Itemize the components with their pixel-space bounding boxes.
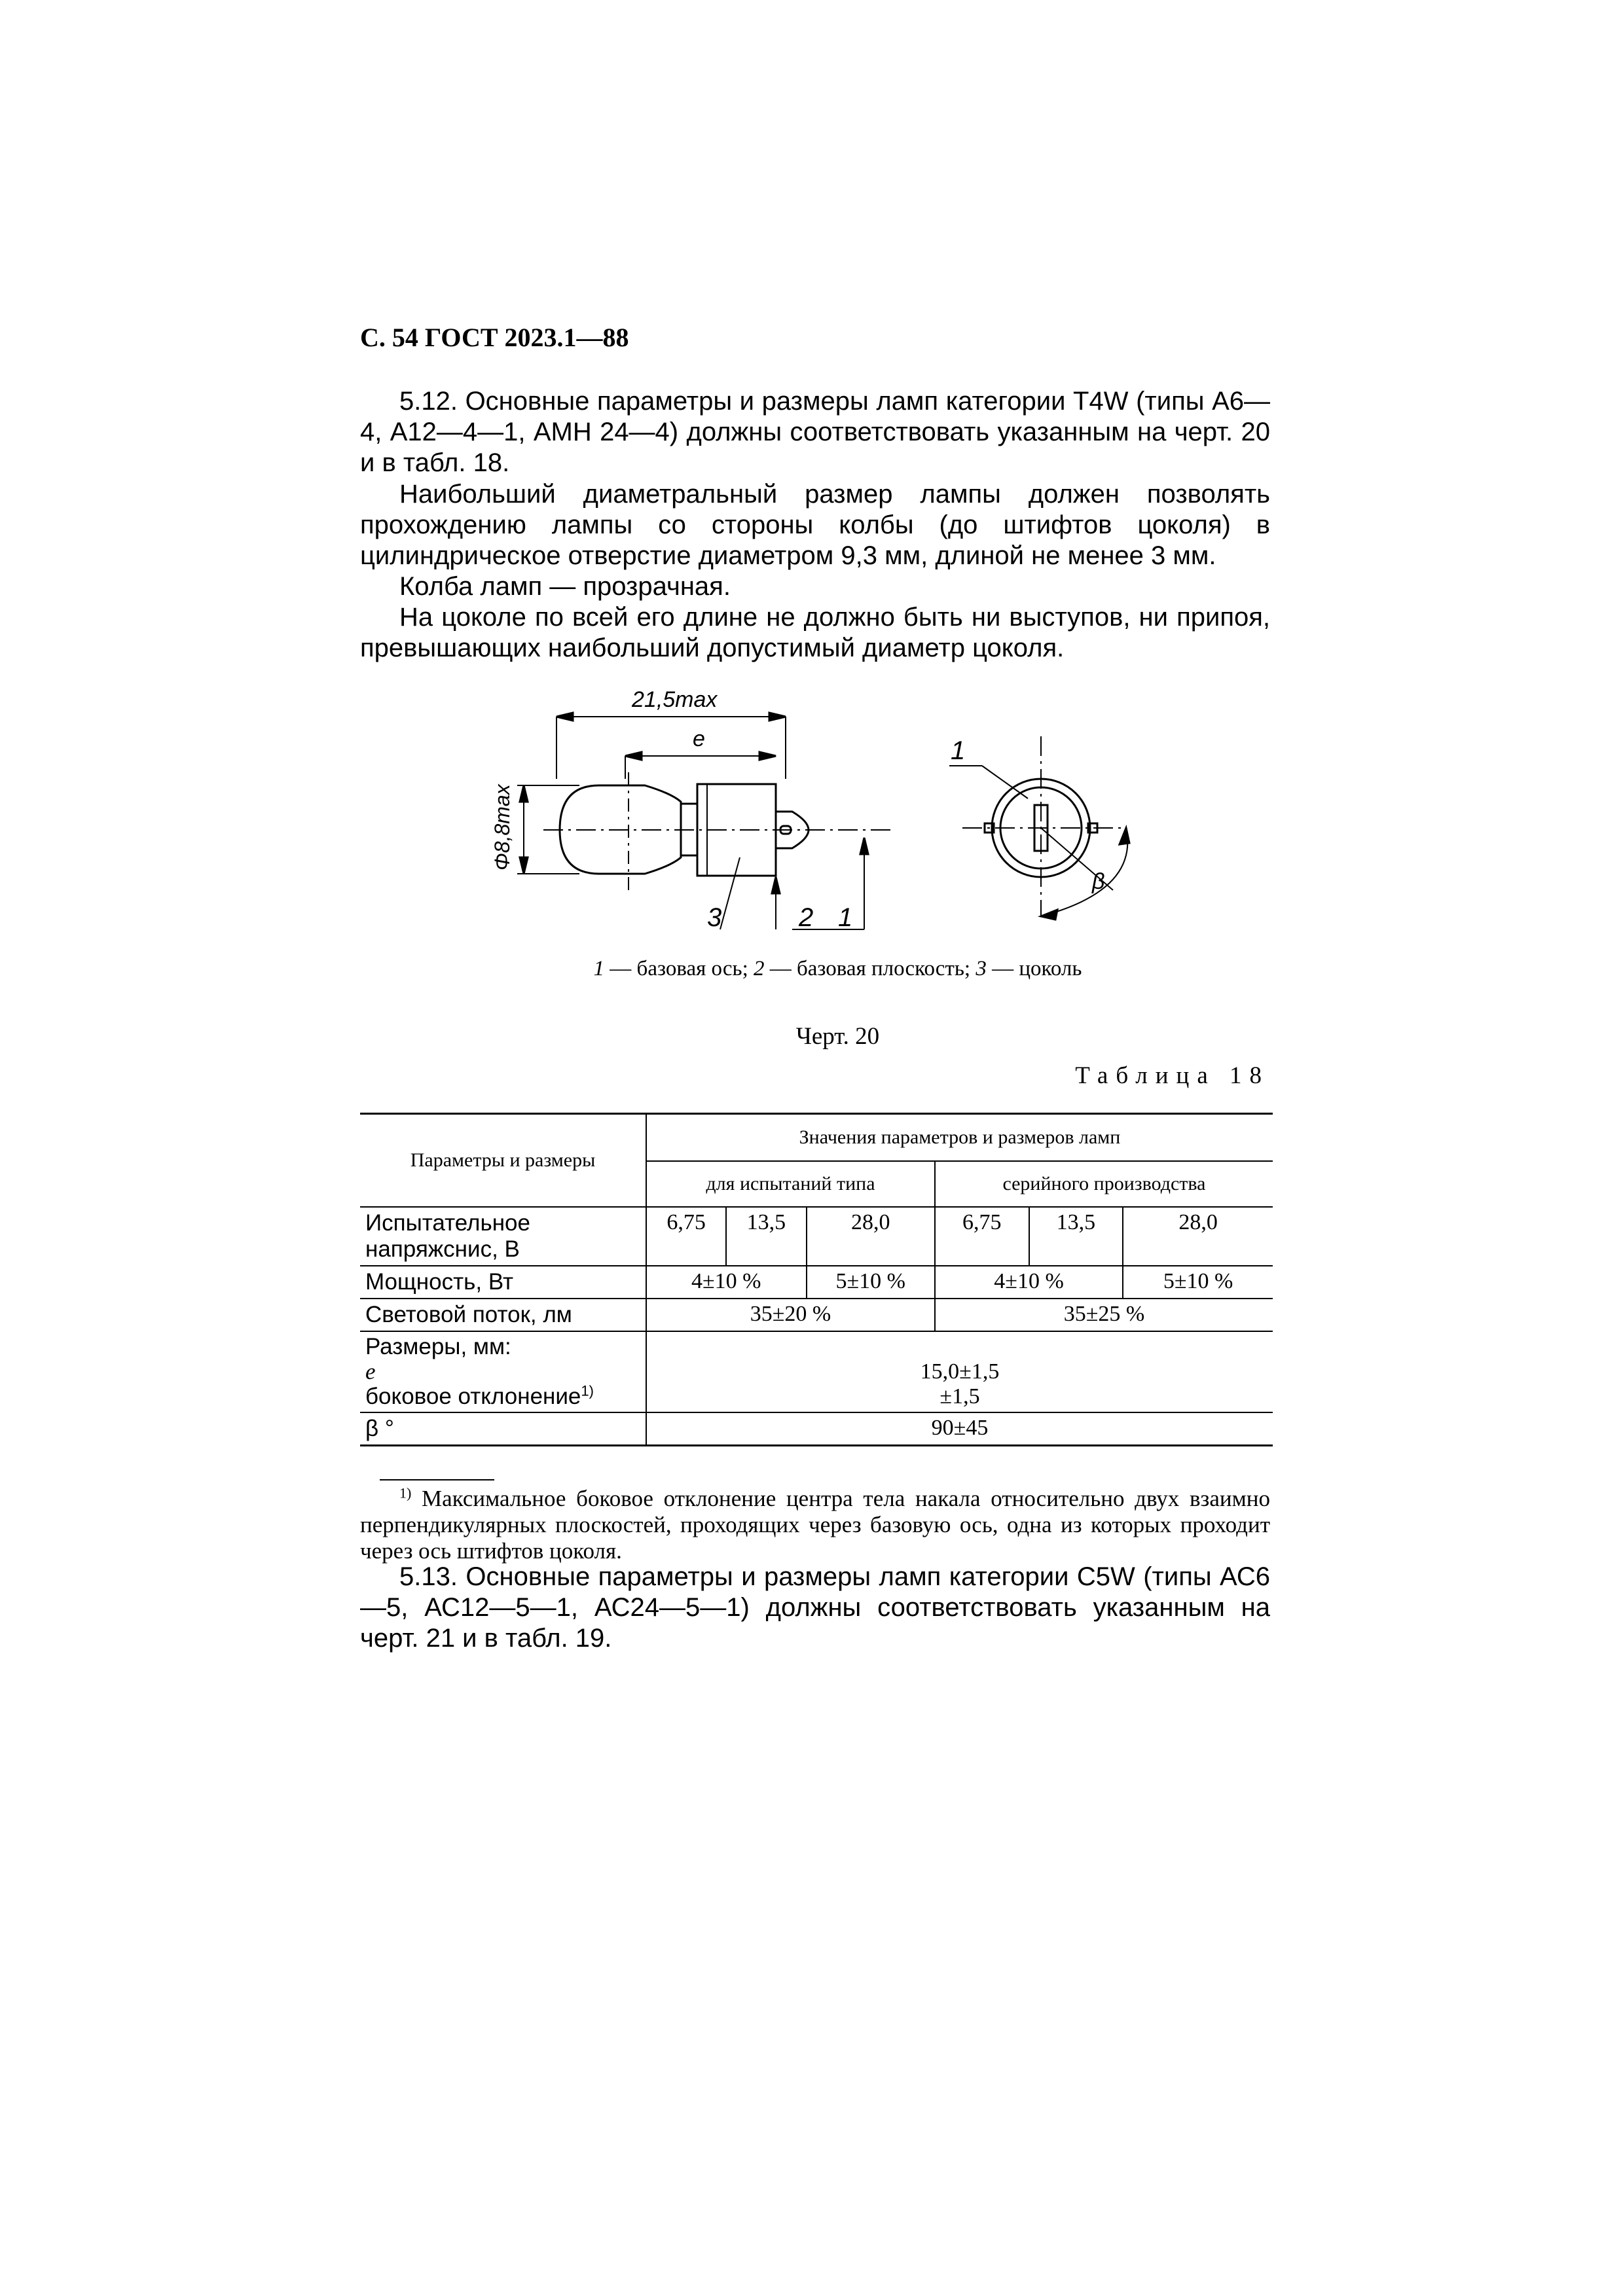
lateral-value: ±1,5 bbox=[939, 1384, 980, 1408]
paragraph-5-12: 5.12. Основные параметры и размеры ламп категории T4W (типы А6—4, А12—4—1, АМН 24—4) должны соответствовать указанным на черт. 20 и в табл. 18. bbox=[360, 387, 1270, 477]
voltage-cell: 13,5 bbox=[1029, 1207, 1123, 1266]
dims-values bbox=[646, 1331, 1273, 1412]
caption-n2: 2 bbox=[754, 957, 765, 980]
footnote-text: Максимальное боковое отклонение центра тела накала относительно двух взаимно перпендикулярных плоскостей, проходящих через базовую ось, одна из которых проходит через ось штифтов цоколя. bbox=[360, 1486, 1270, 1564]
callout-2: 2 bbox=[799, 903, 814, 932]
flux-cell: 35±20 % bbox=[646, 1299, 935, 1331]
callout-1-right: 1 bbox=[951, 736, 966, 765]
beta-value: 90±45 bbox=[646, 1412, 1273, 1446]
paragraph-5-13: 5.13. Основные параметры и размеры ламп категории C5W (типы АС6—5, АС12—5—1, АС24—5—1) должны соответствовать указанным на черт. 21 и в табл. 19. bbox=[360, 1562, 1270, 1653]
figure-label: Черт. 20 bbox=[795, 1023, 880, 1050]
paragraph-bulb: Колба ламп — прозрачная. bbox=[399, 572, 731, 601]
voltage-cell: 13,5 bbox=[726, 1207, 806, 1266]
caption-n3: 3 bbox=[976, 957, 987, 980]
flux-cell: 35±25 % bbox=[935, 1299, 1273, 1331]
callout-1: 1 bbox=[838, 903, 853, 932]
callout-3: 3 bbox=[707, 903, 722, 932]
paragraph-base: На цоколе по всей его длине не должно быть ни выступов, ни припоя, превышающих наибольший допустимый диаметр цоколя. bbox=[360, 603, 1270, 662]
caption-n1: 1 bbox=[593, 957, 605, 980]
power-cell: 4±10 % bbox=[646, 1266, 807, 1299]
row-power-label: Мощность, Вт bbox=[360, 1266, 646, 1299]
dim-e-label: e bbox=[693, 726, 705, 751]
row-flux-label: Световой поток, лм bbox=[360, 1299, 646, 1331]
power-cell: 5±10 % bbox=[807, 1266, 935, 1299]
footnote-rule bbox=[380, 1479, 494, 1480]
figure-caption bbox=[26, 957, 1623, 981]
header-values: Значения параметров и размеров ламп bbox=[646, 1114, 1273, 1161]
power-cell: 5±10 % bbox=[1123, 1266, 1273, 1299]
caption-t3: — цоколь bbox=[986, 957, 1082, 980]
caption-t1: — базовая ось; bbox=[604, 957, 754, 980]
row-voltage-label: Испытательное напряжснис, В bbox=[360, 1207, 646, 1266]
header-params: Параметры и размеры bbox=[360, 1114, 646, 1207]
lamp-drawing-svg bbox=[484, 681, 1205, 956]
footnote bbox=[360, 1486, 1270, 1564]
voltage-cell: 28,0 bbox=[1123, 1207, 1273, 1266]
parameters-table bbox=[360, 1113, 1273, 1446]
voltage-cell: 6,75 bbox=[646, 1207, 726, 1266]
lamp-drawing bbox=[484, 681, 1205, 959]
footnote-mark: 1) bbox=[399, 1484, 412, 1501]
caption-t2: — базовая плоскость; bbox=[764, 957, 976, 980]
paragraph-diameter: Наибольший диаметральный размер лампы должен позволять прохождению лампы со стороны колбы (до штифтов цоколя) в цилиндрическое отверстие диаметром 9,3 мм, длиной не менее 3 мм. bbox=[360, 480, 1270, 570]
header-serial: серийного производства bbox=[935, 1161, 1273, 1207]
footnote-ref: 1) bbox=[581, 1382, 594, 1399]
header-type-test: для испытаний типа bbox=[646, 1161, 935, 1207]
dims-heading: Размеры, мм: bbox=[365, 1333, 511, 1359]
table-label: Таблица 18 bbox=[1075, 1062, 1269, 1089]
dim-length-label: 21,5max bbox=[632, 687, 718, 712]
e-value: 15,0±1,5 bbox=[920, 1359, 1000, 1384]
dims-e: e bbox=[365, 1358, 376, 1384]
voltage-cell: 28,0 bbox=[807, 1207, 935, 1266]
dims-lateral: боковое отклонение$^{1)}$ bbox=[365, 1382, 594, 1409]
dim-diameter-label: Φ8,8max bbox=[490, 784, 514, 870]
page-header: С. 54 ГОСТ 2023.1—88 bbox=[360, 323, 629, 352]
row-beta-label: β ° bbox=[360, 1412, 646, 1446]
beta-label: β bbox=[1092, 869, 1105, 894]
power-cell: 4±10 % bbox=[935, 1266, 1123, 1299]
voltage-cell: 6,75 bbox=[935, 1207, 1029, 1266]
row-dims-label bbox=[360, 1331, 646, 1412]
